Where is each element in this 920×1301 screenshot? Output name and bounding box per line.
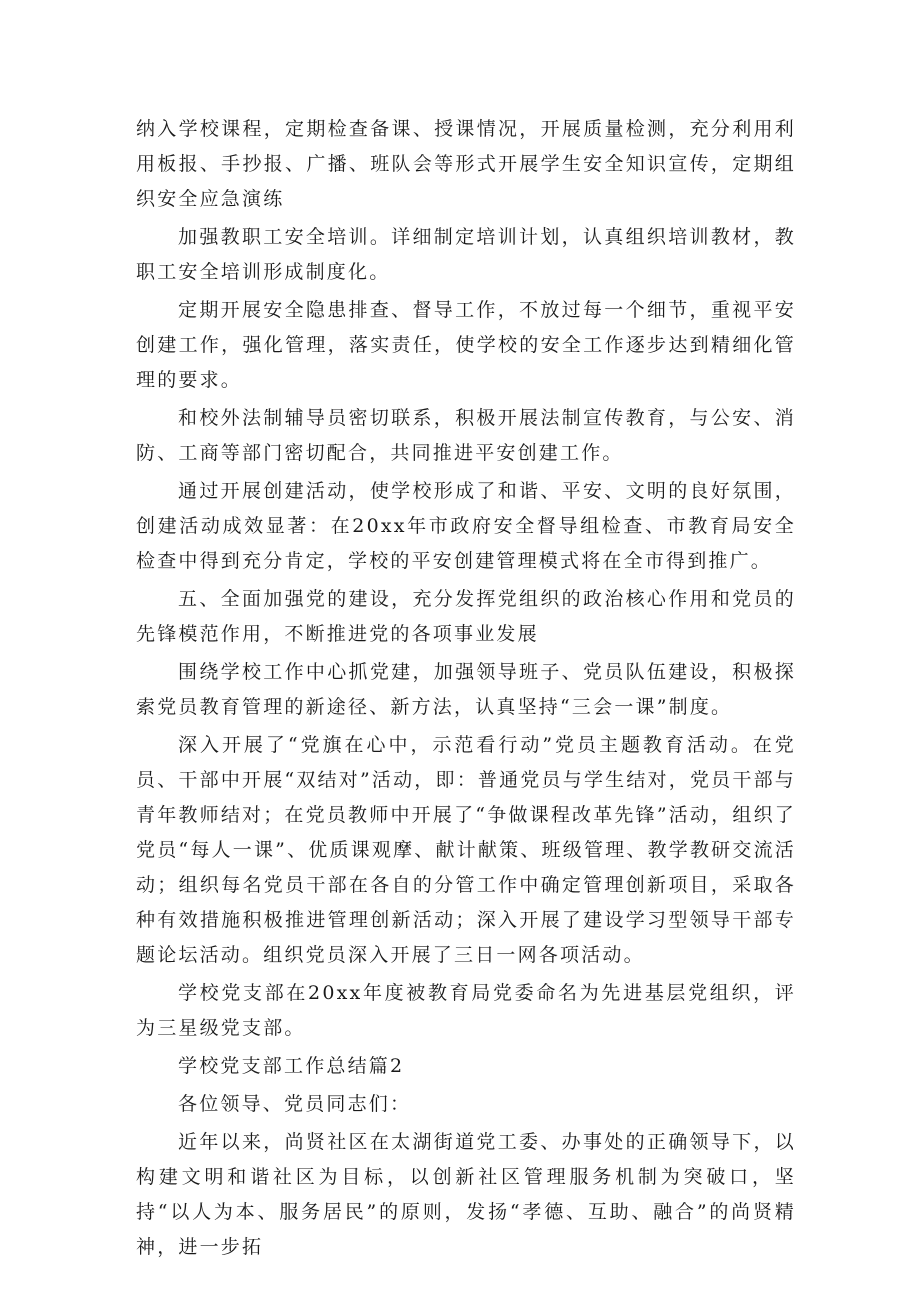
paragraph-community-intro: 近年以来，尚贤社区在太湖街道党工委、办事处的正确领导下，以构建文明和谐社区为目标，以创新社区管理服务机制为突破口，坚持“以人为本、服务居民”的原则，发扬“孝德、互助、融合”的尚贤精神，进一步拓: [136, 1131, 796, 1258]
paragraph-party-honor: 学校党支部在20xx年度被教育局党委命名为先进基层党组织，评为三星级党支部。: [136, 982, 796, 1039]
salutation: 各位领导、党员同志们：: [178, 1093, 412, 1115]
paragraph-party-activities: 深入开展了“党旗在心中，示范看行动”党员主题教育活动。在党员、干部中开展“双结对”活动，即：普通党员与学生结对，党员干部与青年教师结对；在党员教师中开展了“争做课程改革先锋”活动，组织了党员“每人一课”、优质课观摩、献计献策、班级管理、教学教研交流活动；组织每名党员干部在各自的分管工作中确定管理创新项目，采取各种有效措施积极推进管理创新活动；深入开展了建设学习型领导干部专题论坛活动。组织党员深入开展了三日一网各项活动。: [136, 734, 796, 966]
section-title-summary-2: 学校党支部工作总结篇2: [178, 1055, 405, 1077]
paragraph-staff-training: 加强教职工安全培训。详细制定培训计划，认真组织培训教材，教职工安全培训形成制度化。: [136, 226, 796, 283]
paragraph-legal-education: 和校外法制辅导员密切联系，积极开展法制宣传教育，与公安、消防、工商等部门密切配合，共同推进平安创建工作。: [136, 407, 796, 464]
section-heading-party-building: 五、全面加强党的建设，充分发挥党组织的政治核心作用和党员的先锋模范作用，不断推进党的各项事业发展: [136, 588, 796, 645]
document-body: [136, 112, 796, 1268]
paragraph-continued: 纳入学校课程，定期检查备课、授课情况，开展质量检测，充分利用利用板报、手抄报、广播、班队会等形式开展学生安全知识宣传，定期组织安全应急演练: [136, 118, 796, 210]
paragraph-party-center: 围绕学校工作中心抓党建，加强领导班子、党员队伍建设，积极探索党员教育管理的新途径、新方法，认真坚持“三会一课”制度。: [136, 661, 796, 718]
paragraph-results: 通过开展创建活动，使学校形成了和谐、平安、文明的良好氛围，创建活动成效显著：在20xx年市政府安全督导组检查、市教育局安全检查中得到充分肯定，学校的平安创建管理模式将在全市得到推广。: [136, 480, 796, 572]
paragraph-hazard-inspection: 定期开展安全隐患排查、督导工作，不放过每一个细节，重视平安创建工作，强化管理，落实责任，使学校的安全工作逐步达到精细化管理的要求。: [136, 299, 796, 391]
